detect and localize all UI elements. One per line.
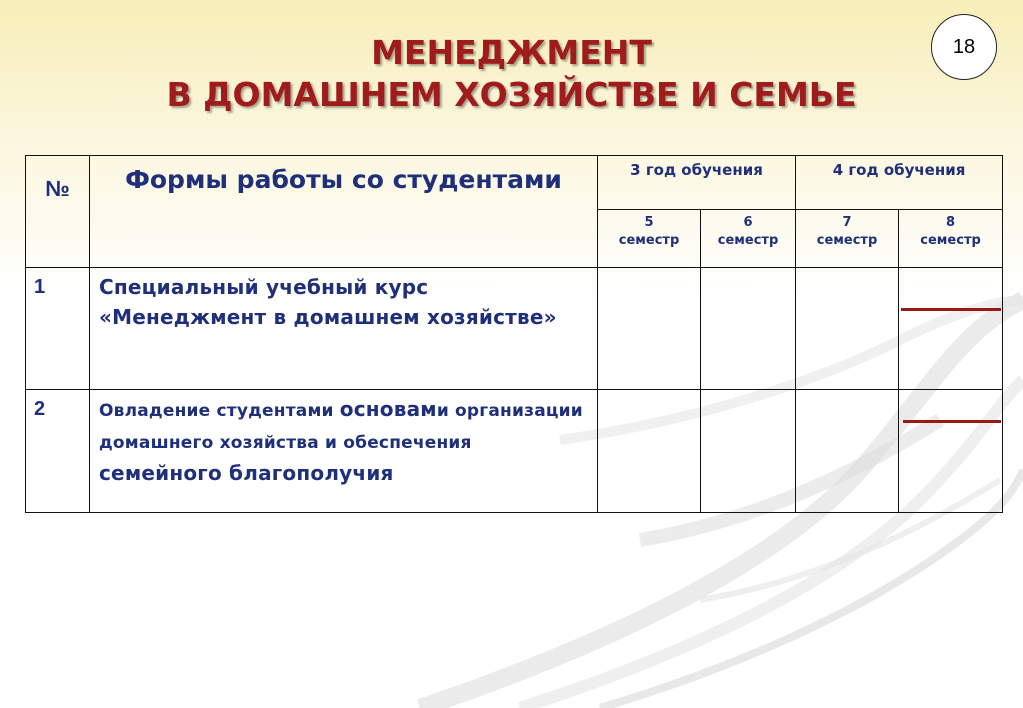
page-number: 18 [952,35,976,58]
cell-semester-7 [796,390,899,513]
row-form-text [90,390,598,513]
semester-8-mark-line [901,308,1001,311]
cell-semester-5 [598,390,701,513]
semester-number: 7 [842,215,852,230]
slide-title-line1: МЕНЕДЖМЕНТ [371,33,652,72]
header-semester-7 [796,210,899,268]
cell-semester-6 [701,390,796,513]
semester-number: 5 [644,215,654,230]
semester-number: 8 [946,215,956,230]
schedule-table [25,155,1003,513]
row-number: 1 [26,268,90,390]
semester-label: семестр [816,233,878,248]
slide-title [0,32,1023,116]
table-row [26,390,1003,513]
page-number-badge [931,14,997,80]
row-number: 2 [26,390,90,513]
header-semester-6 [701,210,796,268]
cell-semester-8 [899,390,1003,513]
cell-semester-7 [796,268,899,390]
text-part: Овладение студентами [99,401,340,421]
semester-label: семестр [920,233,981,248]
semester-label: семестр [618,233,680,248]
cell-semester-5 [598,268,701,390]
cell-semester-8 [899,268,1003,390]
semester-8-mark-line [903,420,1001,423]
row-form-text: Специальный учебный курс «Менеджмент в домашнем хозяйстве» [90,268,598,390]
text-part: и организации домашнего хозяйства и [99,401,583,453]
semester-label: семестр [717,233,779,248]
header-year4: 4 год обучения [796,156,1003,210]
slide-title-line2: В ДОМАШНЕМ ХОЗЯЙСТВЕ И СЕМЬЕ [166,75,857,114]
text-part: семейного благополучия [99,461,394,485]
header-year3: 3 год обучения [598,156,796,210]
header-semester-5 [598,210,701,268]
header-number: № [26,156,90,268]
header-row-top [26,156,1003,210]
header-semester-8 [899,210,1003,268]
text-part: обеспечения [343,433,472,453]
text-part: основам [339,397,437,421]
header-forms: Формы работы со студентами [90,156,598,268]
table-row [26,268,1003,390]
semester-number: 6 [743,215,753,230]
cell-semester-6 [701,268,796,390]
